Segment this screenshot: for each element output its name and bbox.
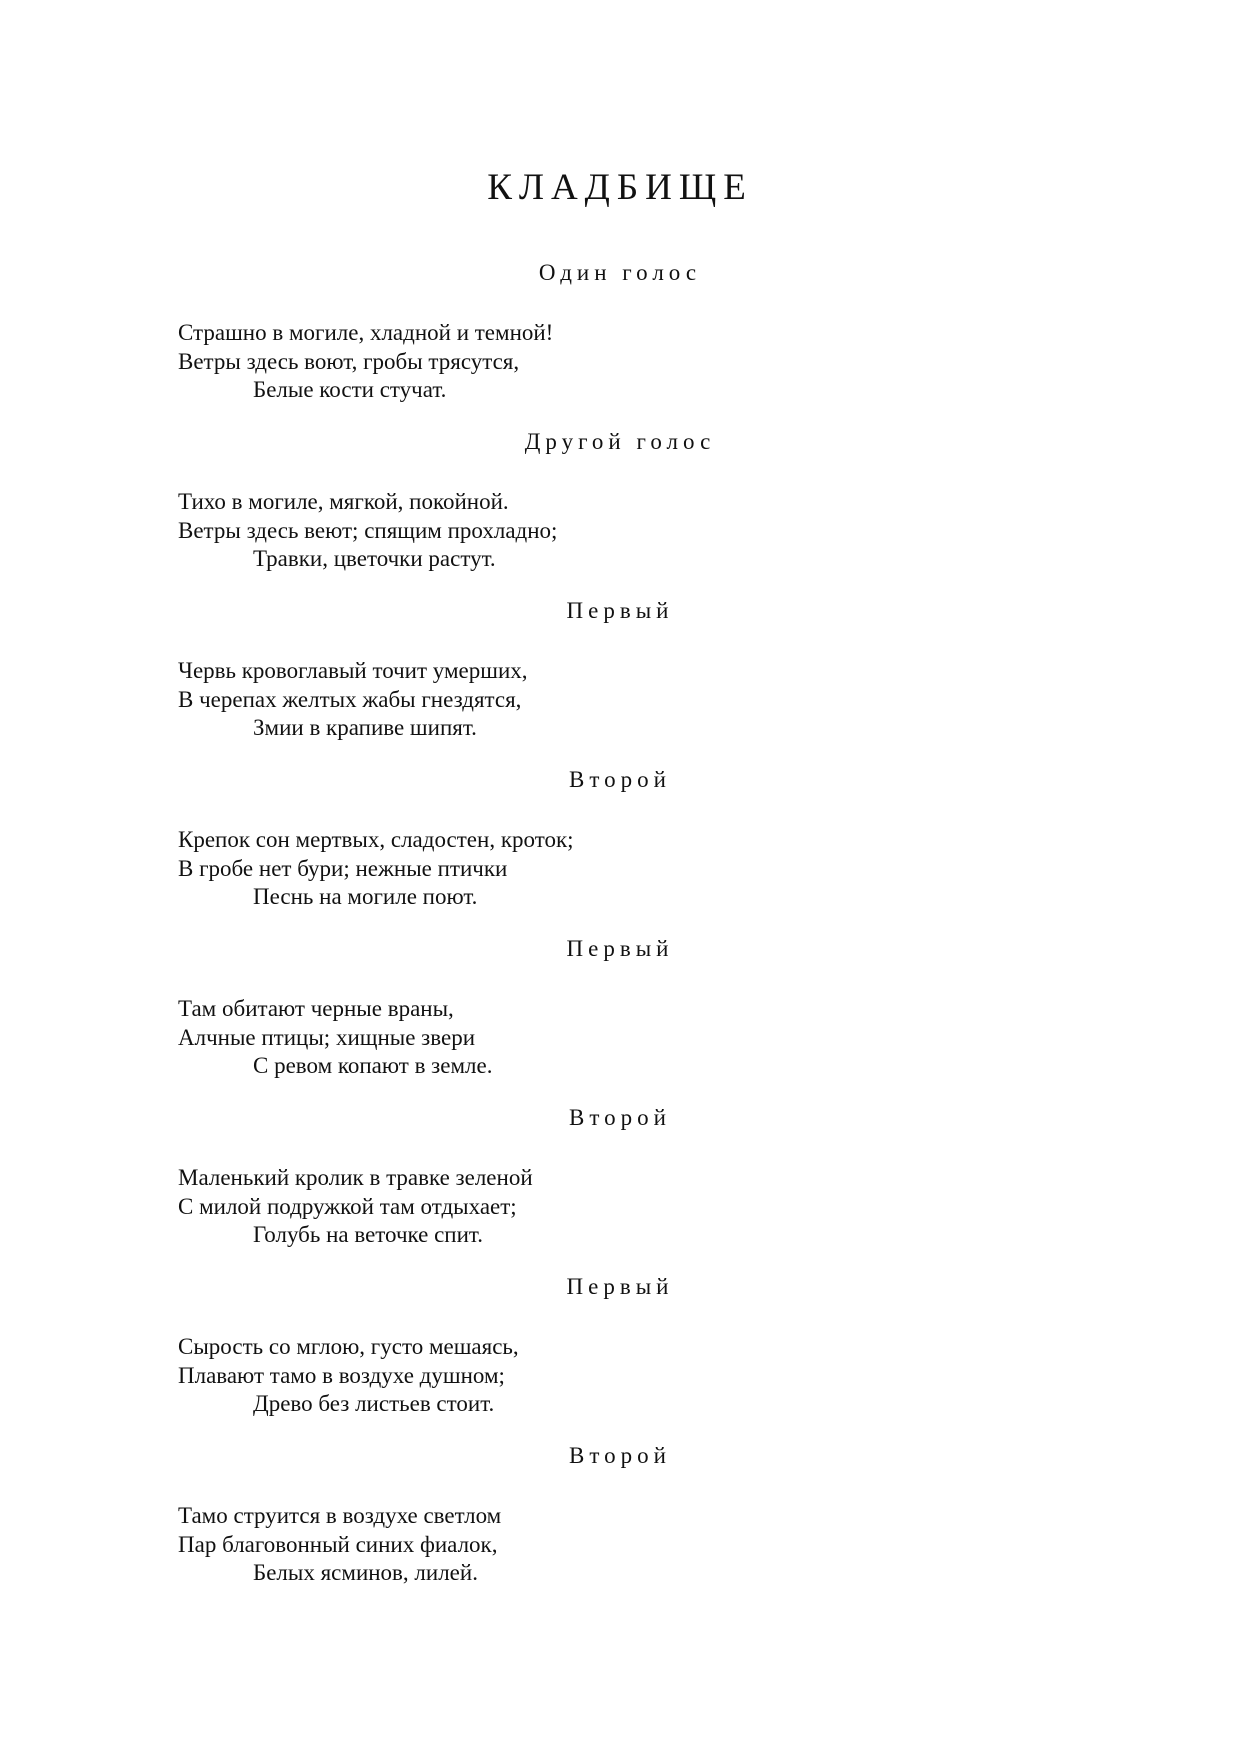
- verse-line: Пар благовонный синих фиалок,: [178, 1531, 498, 1557]
- speaker-label: Первый: [566, 598, 674, 623]
- poem-section: [0, 1272, 1240, 1441]
- stanza: [178, 319, 1078, 405]
- verse-line: Ветры здесь веют; спящим прохладно;: [178, 517, 558, 543]
- poem-section: [0, 1103, 1240, 1272]
- poem-section: [0, 596, 1240, 765]
- verse-line: Крепок сон мертвых, сладостен, кроток;: [178, 827, 574, 852]
- verse-line: В гробе нет бури; нежные птички: [178, 855, 508, 881]
- verse-line: Червь кровоглавый точит умерших,: [178, 658, 528, 683]
- verse-line: Плавают тамо в воздухе душном;: [178, 1362, 505, 1388]
- verse-line-indented: Голубь на веточке спит.: [253, 1222, 483, 1247]
- stanza: [178, 488, 1078, 574]
- verse-line: Тихо в могиле, мягкой, покойной.: [178, 489, 509, 514]
- verse-line: Ветры здесь воют, гробы трясутся,: [178, 348, 520, 374]
- stanza: [178, 657, 1078, 743]
- verse-line: Страшно в могиле, хладной и темной!: [178, 320, 554, 345]
- verse-line: Алчные птицы; хищные звери: [178, 1024, 476, 1050]
- verse-line: Там обитают черные враны,: [178, 996, 454, 1021]
- speaker-label: Один голос: [538, 260, 702, 285]
- verse-line-indented: Белые кости стучат.: [253, 377, 447, 402]
- verse-line: С милой подружкой там отдыхает;: [178, 1193, 517, 1219]
- speaker-label: Первый: [566, 1274, 674, 1299]
- verse-line-indented: Змии в крапиве шипят.: [253, 715, 477, 740]
- verse-line-indented: Древо без листьев стоит.: [253, 1391, 495, 1416]
- stanza: [178, 1502, 1078, 1588]
- page-title: КЛАДБИЩЕ: [487, 167, 753, 208]
- poem-section: [0, 258, 1240, 427]
- stanza: [178, 826, 1078, 912]
- poem-section: [0, 427, 1240, 596]
- poem-body: [0, 258, 1240, 1610]
- stanza: [178, 995, 1078, 1081]
- verse-line: Сырость со мглою, густо мешаясь,: [178, 1334, 519, 1359]
- verse-line: В черепах желтых жабы гнездятся,: [178, 686, 522, 712]
- verse-line-indented: Травки, цветочки растут.: [253, 546, 496, 571]
- poem-section: [0, 1441, 1240, 1610]
- poem-section: [0, 934, 1240, 1103]
- stanza: [178, 1164, 1078, 1250]
- stanza: [178, 1333, 1078, 1419]
- speaker-label: Другой голос: [524, 429, 716, 454]
- poem-section: [0, 765, 1240, 934]
- verse-line: Маленький кролик в травке зеленой: [178, 1165, 533, 1190]
- speaker-label: Первый: [566, 936, 674, 961]
- verse-line-indented: Песнь на могиле поют.: [253, 884, 478, 909]
- speaker-label: Второй: [569, 1443, 671, 1468]
- verse-line: Тамо струится в воздухе светлом: [178, 1503, 502, 1528]
- verse-line-indented: С ревом копают в земле.: [253, 1053, 493, 1078]
- speaker-label: Второй: [569, 1105, 671, 1130]
- verse-line-indented: Белых ясминов, лилей.: [253, 1560, 478, 1585]
- speaker-label: Второй: [569, 767, 671, 792]
